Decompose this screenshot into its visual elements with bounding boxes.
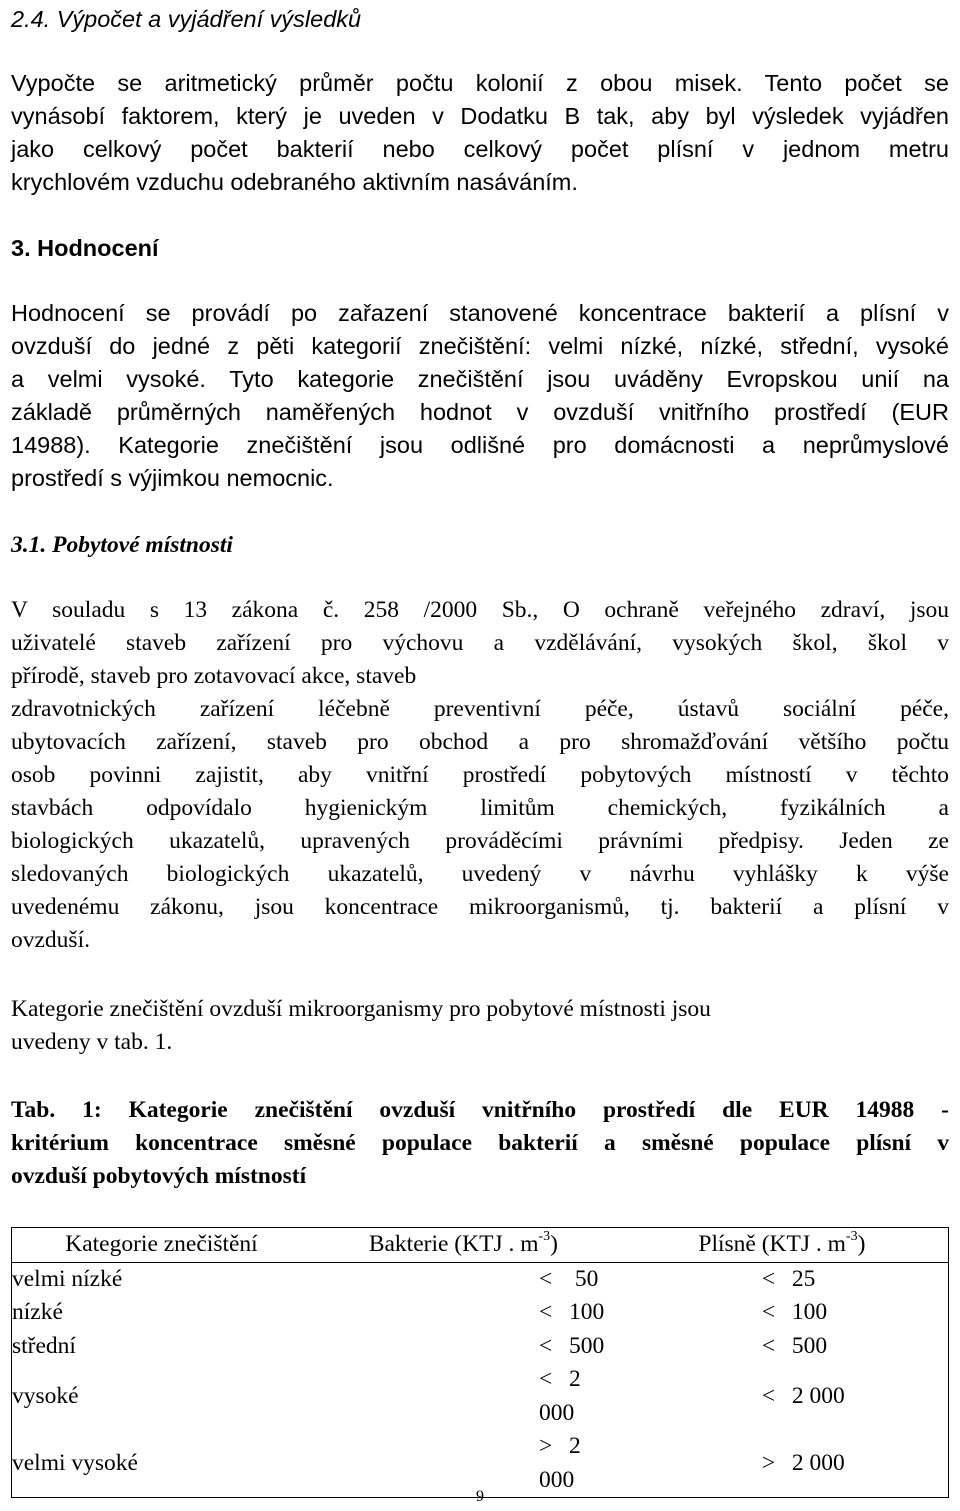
- text-line: základě průměrných naměřených hodnot v ovzduší vnitřního prostředí (EUR: [11, 399, 949, 425]
- paragraph-results: [11, 67, 949, 199]
- text-line: sledovaných biologických ukazatelů, uvedený v návrhu vyhlášky k výše: [11, 861, 949, 887]
- section-heading-3-1: 3.1. Pobytové místnosti: [11, 532, 233, 558]
- text-line: přírodě, staveb pro zotavovací akce, staveb: [11, 663, 417, 689]
- header-molds: Plísně (KTJ . $m^{-3}$): [616, 1228, 949, 1263]
- cell-molds: < 500: [761, 1332, 828, 1359]
- cell-category: velmi nízké: [12, 1265, 123, 1292]
- caption-line: ovzduší pobytových místností: [11, 1163, 307, 1189]
- text-line: V souladu s 13 zákona č. 258 /2000 Sb., O ochraně veřejného zdraví, jsou: [11, 597, 949, 623]
- paragraph-living-rooms: [11, 594, 949, 957]
- text-line: stavbách odpovídalo hygienickým limitům chemických, fyzikálních a: [11, 795, 949, 821]
- cell-molds: < 2 000: [761, 1382, 845, 1409]
- text-line: prostředí s výjimkou nemocnic.: [11, 465, 334, 491]
- unit-exponent: -3: [538, 1229, 551, 1244]
- pollution-category-table: [11, 1227, 949, 1498]
- caption-line: kritérium koncentrace směsné populace bakterií a směsné populace plísní v: [11, 1130, 949, 1156]
- text-line: ubytovacích zařízení, staveb pro obchod a pro shromažďování většího počtu: [11, 729, 949, 755]
- text-line: uvedeny v tab. 1.: [11, 1029, 173, 1055]
- text-line: ovzduší do jedné z pěti kategorií znečištění: velmi nízké, nízké, střední, vysoké: [11, 333, 949, 359]
- cell-bacteria: < 100: [538, 1299, 605, 1325]
- text-line: biologických ukazatelů, upravených prováděcími právními předpisy. Jeden ze: [11, 828, 949, 854]
- text-line: a velmi vysoké. Tyto kategorie znečištění jsou uváděny Evropskou unií na: [11, 366, 949, 392]
- cell-molds: < 25: [761, 1265, 816, 1292]
- text-line: uvedenému zákonu, jsou koncentrace mikroorganismů, tj. bakterií a plísní v: [11, 894, 949, 920]
- section-heading-2-4: 2.4. Výpočet a vyjádření výsledků: [11, 6, 362, 32]
- text-line: ovzduší.: [11, 927, 90, 953]
- text-line: jako celkový počet bakterií nebo celkový počet plísní v jednom metru: [11, 136, 949, 162]
- cell-category: střední: [12, 1332, 76, 1359]
- text-line: osob povinni zajistit, aby vnitřní prostředí pobytových místností v těchto: [11, 762, 949, 788]
- cell-molds: < 100: [761, 1299, 828, 1325]
- paragraph-evaluation: [11, 297, 949, 495]
- text-line: vynásobí faktorem, který je uveden v Dodatku B tak, aby byl výsledek vyjádřen: [11, 103, 949, 129]
- cell-bacteria: < 50: [538, 1265, 599, 1292]
- cell-bacteria: > 2 000: [538, 1433, 581, 1493]
- text-line: krychlovém vzduchu odebraného aktivním nasáváním.: [11, 169, 578, 195]
- header-bacteria: Bakterie (KTJ . $m^{-3}$): [311, 1228, 616, 1263]
- table-caption: [11, 1094, 949, 1193]
- section-heading-3: 3. Hodnocení: [11, 235, 159, 261]
- text-line: zdravotnických zařízení léčebně preventivní péče, ústavů sociální péče,: [11, 696, 949, 722]
- cell-bacteria: < 500: [538, 1332, 605, 1359]
- text-line: 14988). Kategorie znečištění jsou odlišné pro domácnosti a neprůmyslové: [11, 432, 949, 458]
- table-row: [12, 1330, 949, 1364]
- cell-category: vysoké: [12, 1382, 79, 1409]
- text-line: Hodnocení se provádí po zařazení stanovené koncentrace bakterií a plísní v: [11, 300, 949, 326]
- cell-category: velmi vysoké: [12, 1449, 138, 1476]
- cell-molds: > 2 000: [761, 1449, 845, 1476]
- table-row: [12, 1296, 949, 1330]
- text-line: Vypočte se aritmetický průměr počtu kolonií z obou misek. Tento počet se: [11, 70, 949, 96]
- table-header-row: [12, 1228, 949, 1263]
- caption-line: Tab. 1: Kategorie znečištění ovzduší vnitřního prostředí dle EUR 14988 -: [11, 1097, 949, 1123]
- table-row: [12, 1363, 949, 1430]
- paragraph-table-intro: [11, 993, 949, 1059]
- unit-exponent: -3: [845, 1229, 858, 1244]
- text-line: Kategorie znečištění ovzduší mikroorganismy pro pobytové místnosti jsou: [11, 996, 711, 1022]
- cell-category: nízké: [12, 1299, 63, 1325]
- table-row: [12, 1262, 949, 1296]
- cell-bacteria: < 2 000: [538, 1366, 581, 1426]
- text-line: uživatelé staveb zařízení pro výchovu a vzdělávání, vysokých škol, škol v: [11, 630, 949, 656]
- header-category: Kategorie znečištění: [12, 1228, 311, 1263]
- page-number: 9: [476, 1488, 484, 1505]
